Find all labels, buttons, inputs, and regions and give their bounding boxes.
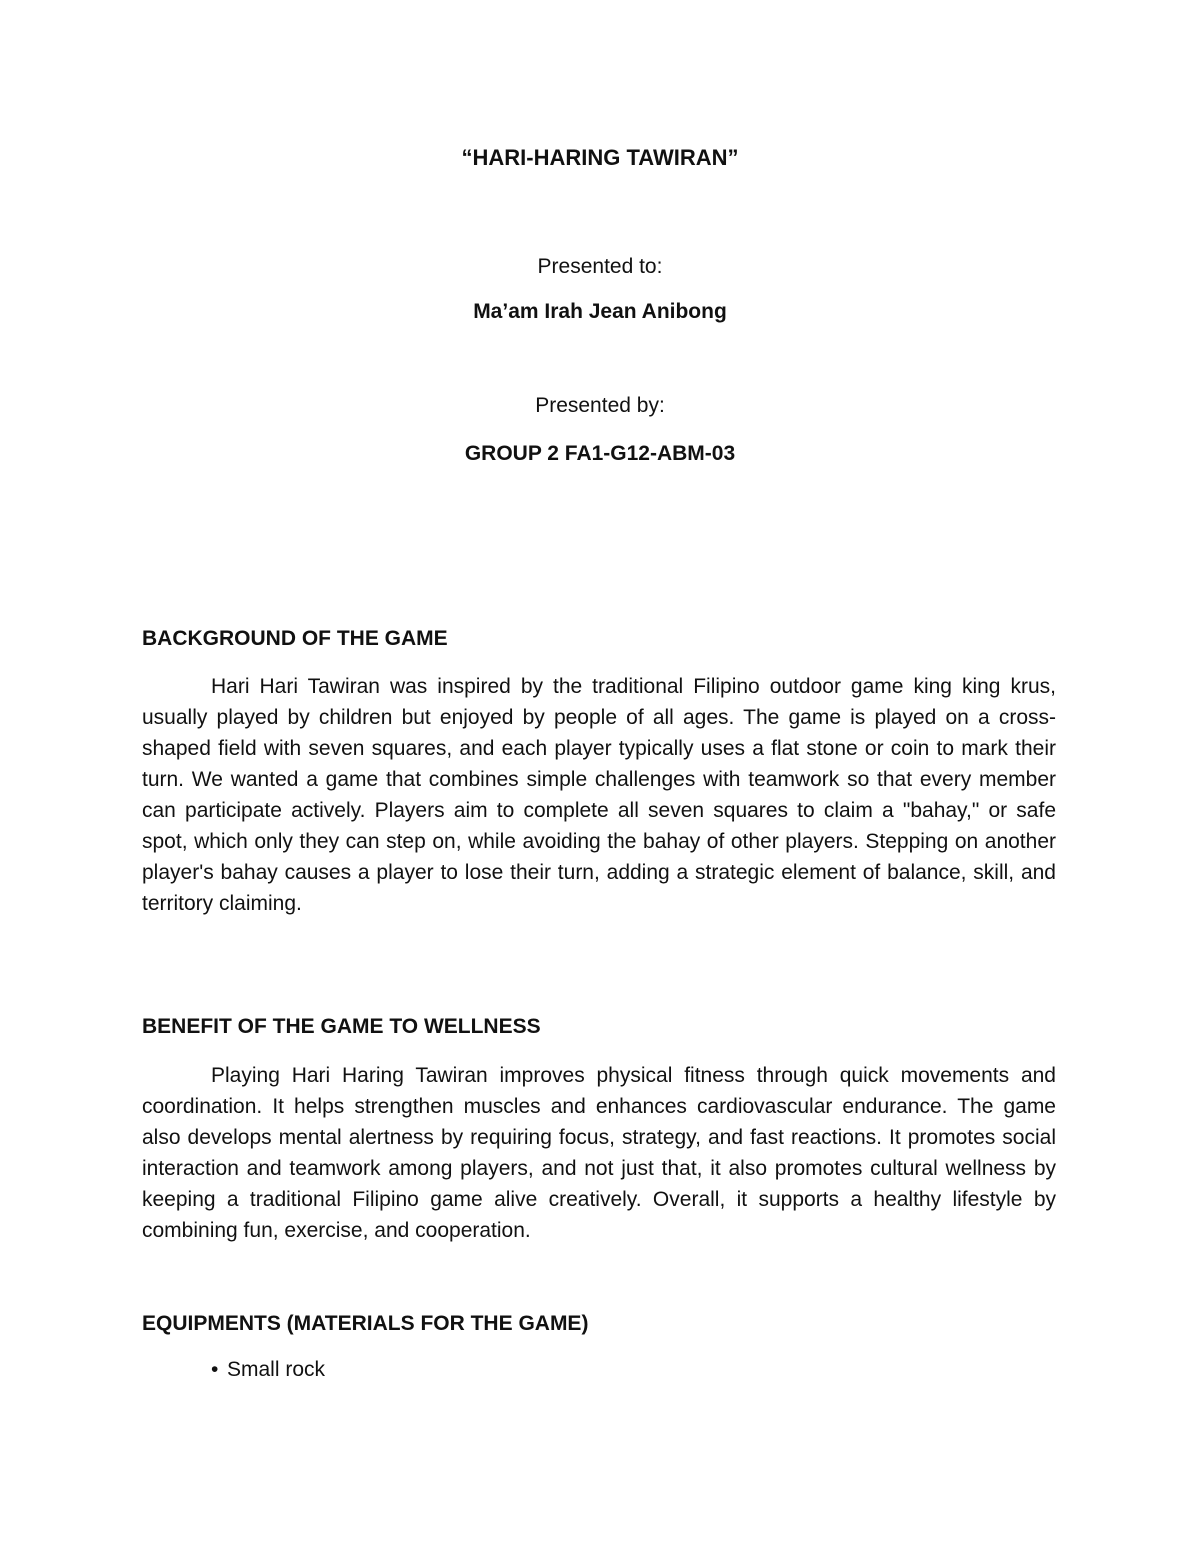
list-item	[211, 1355, 325, 1385]
presented-by-name: GROUP 2 FA1-G12-ABM-03	[464, 442, 736, 465]
list-item-text: Small rock	[227, 1358, 326, 1381]
background-heading: BACKGROUND OF THE GAME	[142, 627, 448, 650]
presented-to-label: Presented to:	[537, 255, 663, 278]
background-paragraph: Hari Hari Tawiran was inspired by the traditional Filipino outdoor game king king krus, usually played by children but enjoyed by people of all ages. The game is played on a cross-shaped field with seven squares, and each player typically uses a flat stone or coin to mark their turn. We wanted a game that combines simple challenges with teamwork so that every member can participate actively. Players aim to complete all seven squares to claim a "bahay," or safe spot, which only they can step on, while avoiding the bahay of other players. Stepping on another player's bahay causes a player to lose their turn, adding a strategic element of balance, skill, and territory claiming.	[142, 675, 1056, 915]
bullet-icon: •	[211, 1358, 219, 1381]
equipments-list	[211, 1355, 325, 1385]
document-title: “HARI-HARING TAWIRAN”	[461, 145, 739, 170]
benefit-paragraph: Playing Hari Haring Tawiran improves physical fitness through quick movements and coordination. It helps strengthen muscles and enhances cardiovascular endurance. The game also develops mental alertness by requiring focus, strategy, and fast reactions. It promotes social interaction and teamwork among players, and not just that, it also promotes cultural wellness by keeping a traditional Filipino game alive creatively. Overall, it supports a healthy lifestyle by combining fun, exercise, and cooperation.	[142, 1064, 1056, 1242]
presented-by-label: Presented by:	[535, 394, 665, 417]
equipments-heading: EQUIPMENTS (MATERIALS FOR THE GAME)	[142, 1312, 589, 1335]
benefit-heading: BENEFIT OF THE GAME TO WELLNESS	[142, 1015, 541, 1038]
presented-to-name: Ma’am Irah Jean Anibong	[473, 300, 727, 323]
